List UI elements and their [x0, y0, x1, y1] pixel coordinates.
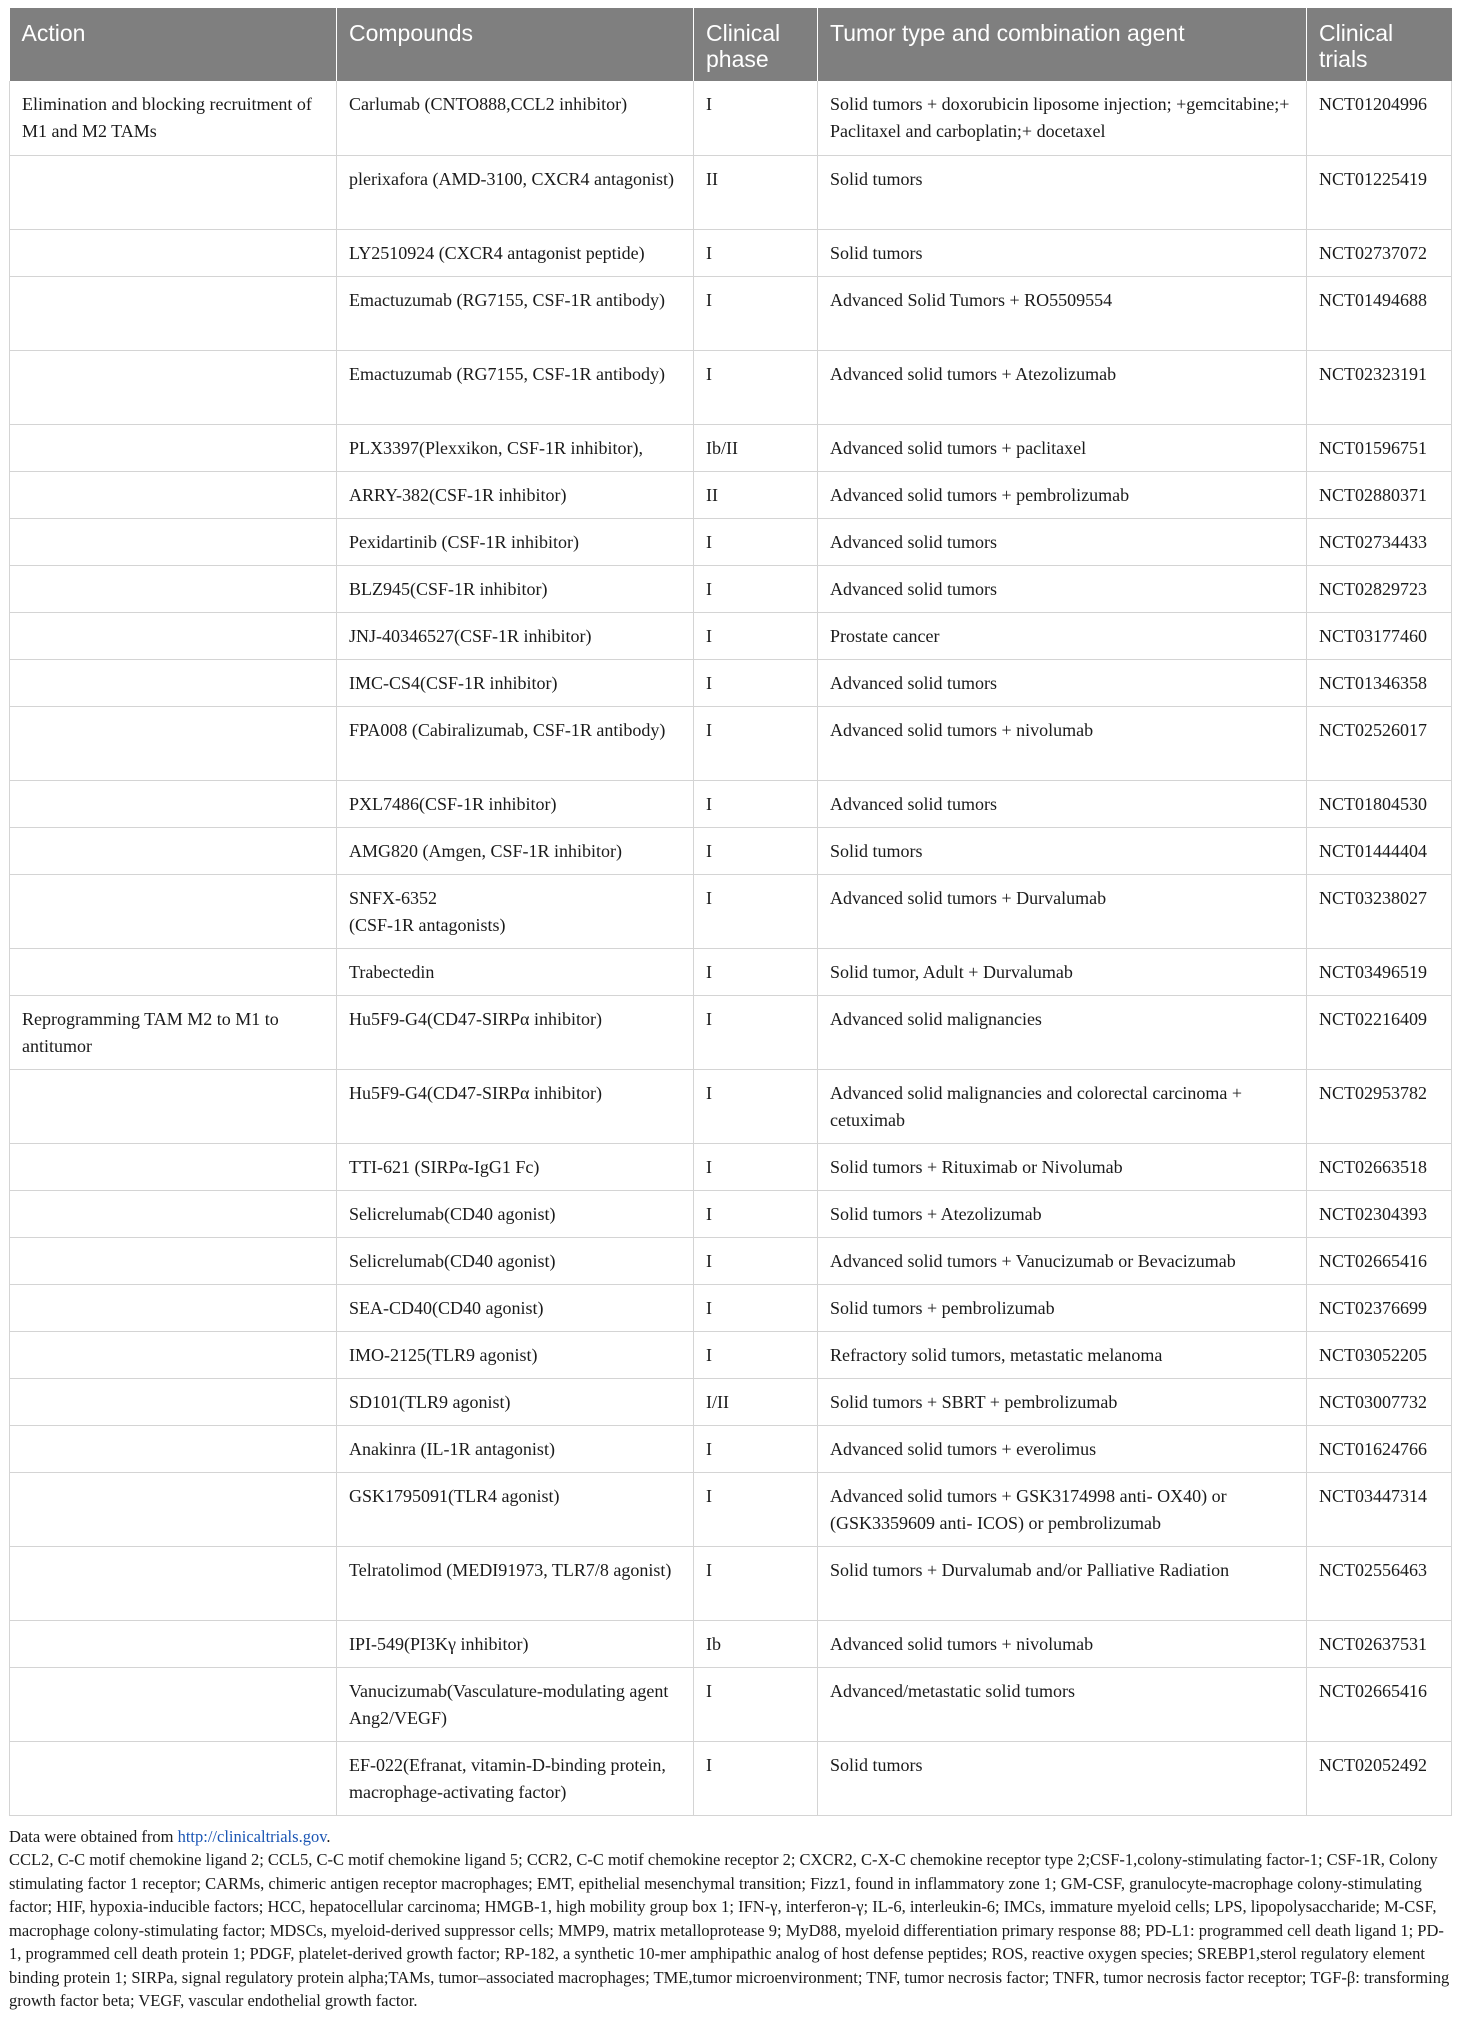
cell-trial: NCT02663518	[1307, 1143, 1452, 1190]
cell-compound: Trabectedin	[337, 948, 694, 995]
cell-action	[10, 229, 337, 276]
header-compounds: Compounds	[337, 8, 694, 81]
cell-action	[10, 1472, 337, 1546]
cell-trial: NCT01225419	[1307, 155, 1452, 229]
cell-phase: I	[694, 565, 818, 612]
cell-phase: I	[694, 1425, 818, 1472]
table-row	[10, 350, 1452, 424]
cell-trial: NCT03496519	[1307, 948, 1452, 995]
table-row	[10, 827, 1452, 874]
source-prefix: Data were obtained from	[9, 1826, 178, 1846]
table-row	[10, 424, 1452, 471]
cell-action: Elimination and blocking recruitment of M1 and M2 TAMs	[10, 81, 337, 155]
cell-trial: NCT01204996	[1307, 81, 1452, 155]
cell-compound: ARRY-382(CSF-1R inhibitor)	[337, 471, 694, 518]
cell-tumor: Advanced/metastatic solid tumors	[818, 1667, 1307, 1741]
cell-action	[10, 350, 337, 424]
cell-compound: PLX3397(Plexxikon, CSF-1R inhibitor),	[337, 424, 694, 471]
cell-action	[10, 780, 337, 827]
cell-trial: NCT01494688	[1307, 276, 1452, 350]
cell-compound: IMO-2125(TLR9 agonist)	[337, 1331, 694, 1378]
cell-compound: Vanucizumab(Vasculature-modulating agent Ang2/VEGF)	[337, 1667, 694, 1741]
cell-trial: NCT03052205	[1307, 1331, 1452, 1378]
cell-trial: NCT03007732	[1307, 1378, 1452, 1425]
cell-tumor: Advanced solid tumors + nivolumab	[818, 1620, 1307, 1667]
cell-action	[10, 471, 337, 518]
cell-action	[10, 155, 337, 229]
cell-action	[10, 1284, 337, 1331]
cell-compound: Anakinra (IL-1R antagonist)	[337, 1425, 694, 1472]
cell-phase: I	[694, 659, 818, 706]
cell-tumor: Solid tumors	[818, 827, 1307, 874]
table-row	[10, 995, 1452, 1069]
cell-compound: Telratolimod (MEDI91973, TLR7/8 agonist)	[337, 1546, 694, 1620]
table-row	[10, 706, 1452, 780]
cell-tumor: Advanced solid tumors + GSK3174998 anti- OX40) or (GSK3359609 anti- ICOS) or pembrolizumab	[818, 1472, 1307, 1546]
cell-phase: I	[694, 612, 818, 659]
cell-phase: I	[694, 1472, 818, 1546]
table-row	[10, 155, 1452, 229]
table-row	[10, 1667, 1452, 1741]
table-row	[10, 1378, 1452, 1425]
table-row	[10, 948, 1452, 995]
cell-action	[10, 874, 337, 948]
cell-compound: Pexidartinib (CSF-1R inhibitor)	[337, 518, 694, 565]
cell-phase: I	[694, 780, 818, 827]
cell-trial: NCT02376699	[1307, 1284, 1452, 1331]
cell-tumor: Advanced solid tumors + nivolumab	[818, 706, 1307, 780]
table-header-row	[10, 8, 1452, 81]
cell-tumor: Refractory solid tumors, metastatic melanoma	[818, 1331, 1307, 1378]
cell-action	[10, 424, 337, 471]
cell-trial: NCT02737072	[1307, 229, 1452, 276]
cell-compound: Carlumab (CNTO888,CCL2 inhibitor)	[337, 81, 694, 155]
cell-phase: I	[694, 350, 818, 424]
table-row	[10, 780, 1452, 827]
cell-phase: I	[694, 1143, 818, 1190]
cell-phase: I	[694, 995, 818, 1069]
cell-compound: IPI-549(PI3Kγ inhibitor)	[337, 1620, 694, 1667]
cell-phase: I	[694, 229, 818, 276]
cell-compound: Hu5F9-G4(CD47-SIRPα inhibitor)	[337, 995, 694, 1069]
cell-tumor: Solid tumors + doxorubicin liposome injection; +gemcitabine;+ Paclitaxel and carboplatin;+ docetaxel	[818, 81, 1307, 155]
table-row	[10, 229, 1452, 276]
cell-trial: NCT01596751	[1307, 424, 1452, 471]
table-row	[10, 276, 1452, 350]
cell-action	[10, 565, 337, 612]
cell-trial: NCT01346358	[1307, 659, 1452, 706]
cell-trial: NCT02556463	[1307, 1546, 1452, 1620]
cell-action	[10, 1425, 337, 1472]
cell-trial: NCT01624766	[1307, 1425, 1452, 1472]
table-row	[10, 81, 1452, 155]
cell-phase: II	[694, 155, 818, 229]
table-row	[10, 471, 1452, 518]
cell-phase: I	[694, 706, 818, 780]
cell-tumor: Advanced solid tumors + Durvalumab	[818, 874, 1307, 948]
cell-compound: Selicrelumab(CD40 agonist)	[337, 1237, 694, 1284]
table-row	[10, 1237, 1452, 1284]
table-row	[10, 612, 1452, 659]
cell-phase: I	[694, 948, 818, 995]
cell-tumor: Advanced solid tumors	[818, 518, 1307, 565]
cell-action	[10, 1620, 337, 1667]
cell-tumor: Advanced solid tumors	[818, 565, 1307, 612]
cell-tumor: Advanced solid tumors	[818, 780, 1307, 827]
source-link[interactable]: http://clinicaltrials.gov	[177, 1826, 327, 1846]
cell-tumor: Solid tumors + Durvalumab and/or Palliative Radiation	[818, 1546, 1307, 1620]
cell-phase: I/II	[694, 1378, 818, 1425]
cell-compound: Emactuzumab (RG7155, CSF-1R antibody)	[337, 276, 694, 350]
table-row	[10, 659, 1452, 706]
table-row	[10, 1425, 1452, 1472]
cell-tumor: Solid tumors	[818, 1741, 1307, 1815]
cell-action: Reprogramming TAM M2 to M1 to antitumor	[10, 995, 337, 1069]
abbreviations-note: CCL2, C-C motif chemokine ligand 2; CCL5, C-C motif chemokine ligand 5; CCR2, C-C motif chemokine receptor 2; CXCR2, C-X-C chemokine receptor type 2;CSF-1,colony-stimulating factor-1; CSF-1R, Colony stimulating factor 1 receptor; CARMs, chimeric antigen receptor macrophages; EMT, epithelial mesenchymal transition; Fizz1, found in inflammatory zone 1; GM-CSF, granulocyte-macrophage colony-stimulating factor; HIF, hypoxia-inducible factors; HCC, hepatocellular carcinoma; HMGB-1, high mobility group box 1; IFN-γ, interferon-γ; IL-6, interleukin-6; IMCs, immature myeloid cells; LPS, lipopolysaccharide; M-CSF, macrophage colony-stimulating factor; MDSCs, myeloid-derived suppressor cells; MMP9, matrix metalloprotease 9; MyD88, myeloid differentiation primary response 88; PD-L1: programmed cell death ligand 1; PD-1, programmed cell death protein 1; PDGF, platelet-derived growth factor; RP-182, a synthetic 10-mer amphipathic analog of host defense peptides; ROS, reactive oxygen species; SREBP1,sterol regulatory element binding protein 1; SIRPa, signal regulatory protein alpha;TAMs, tumor–associated macrophages; TME,tumor microenvironment; TNF, tumor necrosis factor; TNFR, tumor necrosis factor receptor; TGF-β: transforming growth factor beta; VEGF, vascular endothelial growth factor.	[9, 1850, 1450, 2010]
cell-phase: Ib	[694, 1620, 818, 1667]
cell-compound: GSK1795091(TLR4 agonist)	[337, 1472, 694, 1546]
cell-action	[10, 1143, 337, 1190]
cell-compound: EF-022(Efranat, vitamin-D-binding protein, macrophage-activating factor)	[337, 1741, 694, 1815]
table-row	[10, 1143, 1452, 1190]
cell-trial: NCT02829723	[1307, 565, 1452, 612]
document	[9, 8, 1451, 2013]
table-row	[10, 1472, 1452, 1546]
cell-phase: II	[694, 471, 818, 518]
cell-compound: JNJ-40346527(CSF-1R inhibitor)	[337, 612, 694, 659]
cell-action	[10, 948, 337, 995]
table-row	[10, 1190, 1452, 1237]
cell-phase: I	[694, 1190, 818, 1237]
cell-action	[10, 1546, 337, 1620]
cell-action	[10, 1667, 337, 1741]
cell-trial: NCT02880371	[1307, 471, 1452, 518]
cell-trial: NCT03447314	[1307, 1472, 1452, 1546]
table-row	[10, 565, 1452, 612]
cell-tumor: Advanced Solid Tumors + RO5509554	[818, 276, 1307, 350]
cell-tumor: Solid tumors + SBRT + pembrolizumab	[818, 1378, 1307, 1425]
cell-tumor: Advanced solid tumors + paclitaxel	[818, 424, 1307, 471]
cell-tumor: Solid tumors + Rituximab or Nivolumab	[818, 1143, 1307, 1190]
cell-phase: I	[694, 1069, 818, 1143]
cell-tumor: Advanced solid malignancies	[818, 995, 1307, 1069]
cell-compound: FPA008 (Cabiralizumab, CSF-1R antibody)	[337, 706, 694, 780]
cell-compound: Hu5F9-G4(CD47-SIRPα inhibitor)	[337, 1069, 694, 1143]
cell-tumor: Advanced solid tumors + pembrolizumab	[818, 471, 1307, 518]
cell-trial: NCT02637531	[1307, 1620, 1452, 1667]
cell-compound: SD101(TLR9 agonist)	[337, 1378, 694, 1425]
cell-action	[10, 518, 337, 565]
cell-compound: IMC-CS4(CSF-1R inhibitor)	[337, 659, 694, 706]
cell-tumor: Advanced solid tumors + everolimus	[818, 1425, 1307, 1472]
cell-action	[10, 1237, 337, 1284]
cell-compound: SEA-CD40(CD40 agonist)	[337, 1284, 694, 1331]
cell-compound: plerixafora (AMD-3100, CXCR4 antagonist)	[337, 155, 694, 229]
cell-tumor: Solid tumors + pembrolizumab	[818, 1284, 1307, 1331]
cell-action	[10, 1741, 337, 1815]
source-note	[9, 1825, 1451, 1849]
cell-phase: I	[694, 1237, 818, 1284]
cell-trial: NCT02304393	[1307, 1190, 1452, 1237]
cell-phase: I	[694, 1741, 818, 1815]
cell-trial: NCT02526017	[1307, 706, 1452, 780]
cell-trial: NCT01804530	[1307, 780, 1452, 827]
cell-compound: Emactuzumab (RG7155, CSF-1R antibody)	[337, 350, 694, 424]
cell-compound: TTI-621 (SIRPα-IgG1 Fc)	[337, 1143, 694, 1190]
cell-tumor: Advanced solid tumors	[818, 659, 1307, 706]
cell-trial: NCT02052492	[1307, 1741, 1452, 1815]
cell-phase: Ib/II	[694, 424, 818, 471]
cell-action	[10, 1069, 337, 1143]
cell-tumor: Advanced solid malignancies and colorectal carcinoma + cetuximab	[818, 1069, 1307, 1143]
table-row	[10, 1546, 1452, 1620]
cell-compound: AMG820 (Amgen, CSF-1R inhibitor)	[337, 827, 694, 874]
cell-trial: NCT03177460	[1307, 612, 1452, 659]
cell-phase: I	[694, 1331, 818, 1378]
cell-trial: NCT01444404	[1307, 827, 1452, 874]
header-clinical-phase: Clinical phase	[694, 8, 818, 81]
cell-tumor: Advanced solid tumors + Atezolizumab	[818, 350, 1307, 424]
cell-phase: I	[694, 1667, 818, 1741]
cell-trial: NCT03238027	[1307, 874, 1452, 948]
table-footnote	[9, 1825, 1451, 2013]
cell-compound: BLZ945(CSF-1R inhibitor)	[337, 565, 694, 612]
cell-trial: NCT02953782	[1307, 1069, 1452, 1143]
cell-tumor: Solid tumor, Adult + Durvalumab	[818, 948, 1307, 995]
header-action: Action	[10, 8, 337, 81]
cell-compound: LY2510924 (CXCR4 antagonist peptide)	[337, 229, 694, 276]
cell-phase: I	[694, 874, 818, 948]
table-row	[10, 874, 1452, 948]
clinical-trials-table	[9, 8, 1452, 1816]
cell-trial: NCT02323191	[1307, 350, 1452, 424]
cell-action	[10, 1378, 337, 1425]
cell-phase: I	[694, 1546, 818, 1620]
cell-phase: I	[694, 276, 818, 350]
table-row	[10, 518, 1452, 565]
cell-action	[10, 1331, 337, 1378]
table-row	[10, 1069, 1452, 1143]
table-row	[10, 1331, 1452, 1378]
cell-phase: I	[694, 81, 818, 155]
cell-trial: NCT02665416	[1307, 1237, 1452, 1284]
header-clinical-trials: Clinical trials	[1307, 8, 1452, 81]
table-row	[10, 1620, 1452, 1667]
cell-compound: Selicrelumab(CD40 agonist)	[337, 1190, 694, 1237]
cell-phase: I	[694, 518, 818, 565]
source-suffix: .	[326, 1826, 331, 1846]
cell-action	[10, 659, 337, 706]
cell-tumor: Prostate cancer	[818, 612, 1307, 659]
cell-tumor: Advanced solid tumors + Vanucizumab or Bevacizumab	[818, 1237, 1307, 1284]
cell-trial: NCT02665416	[1307, 1667, 1452, 1741]
header-tumor-type: Tumor type and combination agent	[818, 8, 1307, 81]
table-row	[10, 1741, 1452, 1815]
cell-compound: PXL7486(CSF-1R inhibitor)	[337, 780, 694, 827]
cell-action	[10, 612, 337, 659]
cell-tumor: Solid tumors	[818, 155, 1307, 229]
cell-trial: NCT02216409	[1307, 995, 1452, 1069]
cell-trial: NCT02734433	[1307, 518, 1452, 565]
cell-compound: SNFX-6352 (CSF-1R antagonists)	[337, 874, 694, 948]
cell-phase: I	[694, 1284, 818, 1331]
table-row	[10, 1284, 1452, 1331]
cell-tumor: Solid tumors + Atezolizumab	[818, 1190, 1307, 1237]
cell-tumor: Solid tumors	[818, 229, 1307, 276]
cell-action	[10, 1190, 337, 1237]
cell-action	[10, 706, 337, 780]
cell-action	[10, 827, 337, 874]
cell-action	[10, 276, 337, 350]
cell-phase: I	[694, 827, 818, 874]
